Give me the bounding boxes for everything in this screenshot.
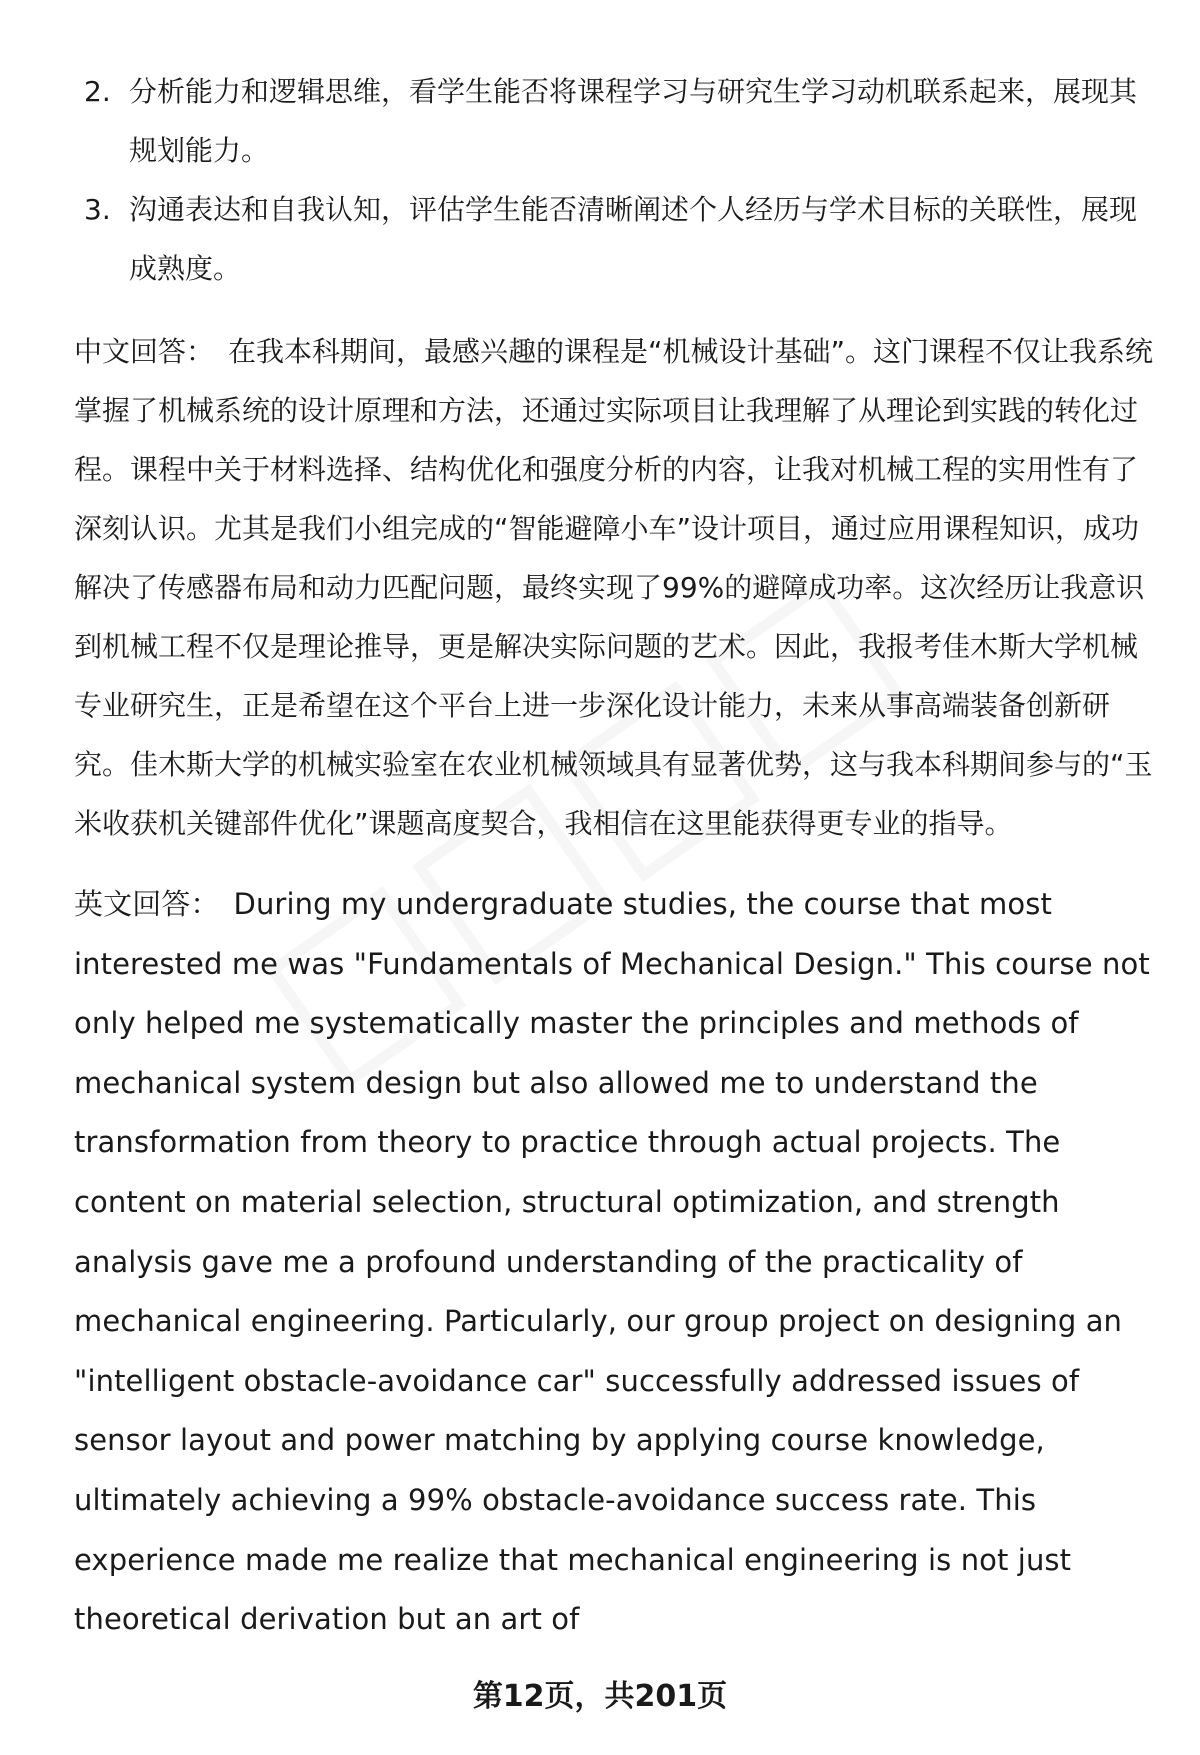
list-item-number: 2.	[84, 75, 111, 108]
english-answer-text: During my undergraduate studies, the course that most interested me was "Fundamentals of Mechanical Design." This course not only helped me systematically master the principles and methods of mechanical system design but also allowed me to understand the transformation from theory to practice through actual projects. The content on material selection, structural optimization, and strength analysis gave me a profound understanding of the practicality of mechanical engineering. Particularly, our group project on designing an "intelligent obstacle-avoidance car" successfully addressed issues of sensor layout and power matching by applying course knowledge, ultimately achieving a 99% obstacle-avoidance success rate. This experience made me realize that mechanical engineering is not just theoretical derivation but an art of	[74, 887, 1150, 1637]
english-answer-label: 英文回答：	[74, 887, 220, 921]
list-item-text: 分析能力和逻辑思维，看学生能否将课程学习与研究生学习动机联系起来，展现其规划能力。	[129, 75, 1138, 167]
list-item-text: 沟通表达和自我认知，评估学生能否清晰阐述个人经历与学术目标的关联性，展现成熟度。	[129, 193, 1138, 285]
english-answer	[74, 875, 1160, 1650]
list-item	[74, 62, 1160, 180]
page-number: 第12页，共201页	[472, 1679, 728, 1714]
list-item	[74, 180, 1160, 298]
criteria-list	[74, 62, 1160, 298]
page-footer	[0, 1677, 1200, 1717]
chinese-answer-text: 在我本科期间，最感兴趣的课程是“机械设计基础”。这门课程不仅让我系统掌握了机械系统的设计原理和方法，还通过实际项目让我理解了从理论到实践的转化过程。课程中关于材料选择、结构优化和强度分析的内容，让我对机械工程的实用性有了深刻认识。尤其是我们小组完成的“智能避障小车”设计项目，通过应用课程知识，成功解决了传感器布局和动力匹配问题，最终实现了99%的避障成功率。这次经历让我意识到机械工程不仅是理论推导，更是解决实际问题的艺术。因此，我报考佳木斯大学机械专业研究生，正是希望在这个平台上进一步深化设计能力，未来从事高端装备创新研究。佳木斯大学的机械实验室在农业机械领域具有显著优势，这与我本科期间参与的“玉米收获机关键部件优化”课题高度契合，我相信在这里能获得更专业的指导。	[74, 335, 1154, 840]
list-item-number: 3.	[84, 193, 111, 226]
chinese-answer-label: 中文回答：	[74, 335, 215, 368]
document-page	[74, 62, 1160, 1650]
chinese-answer	[74, 322, 1160, 853]
